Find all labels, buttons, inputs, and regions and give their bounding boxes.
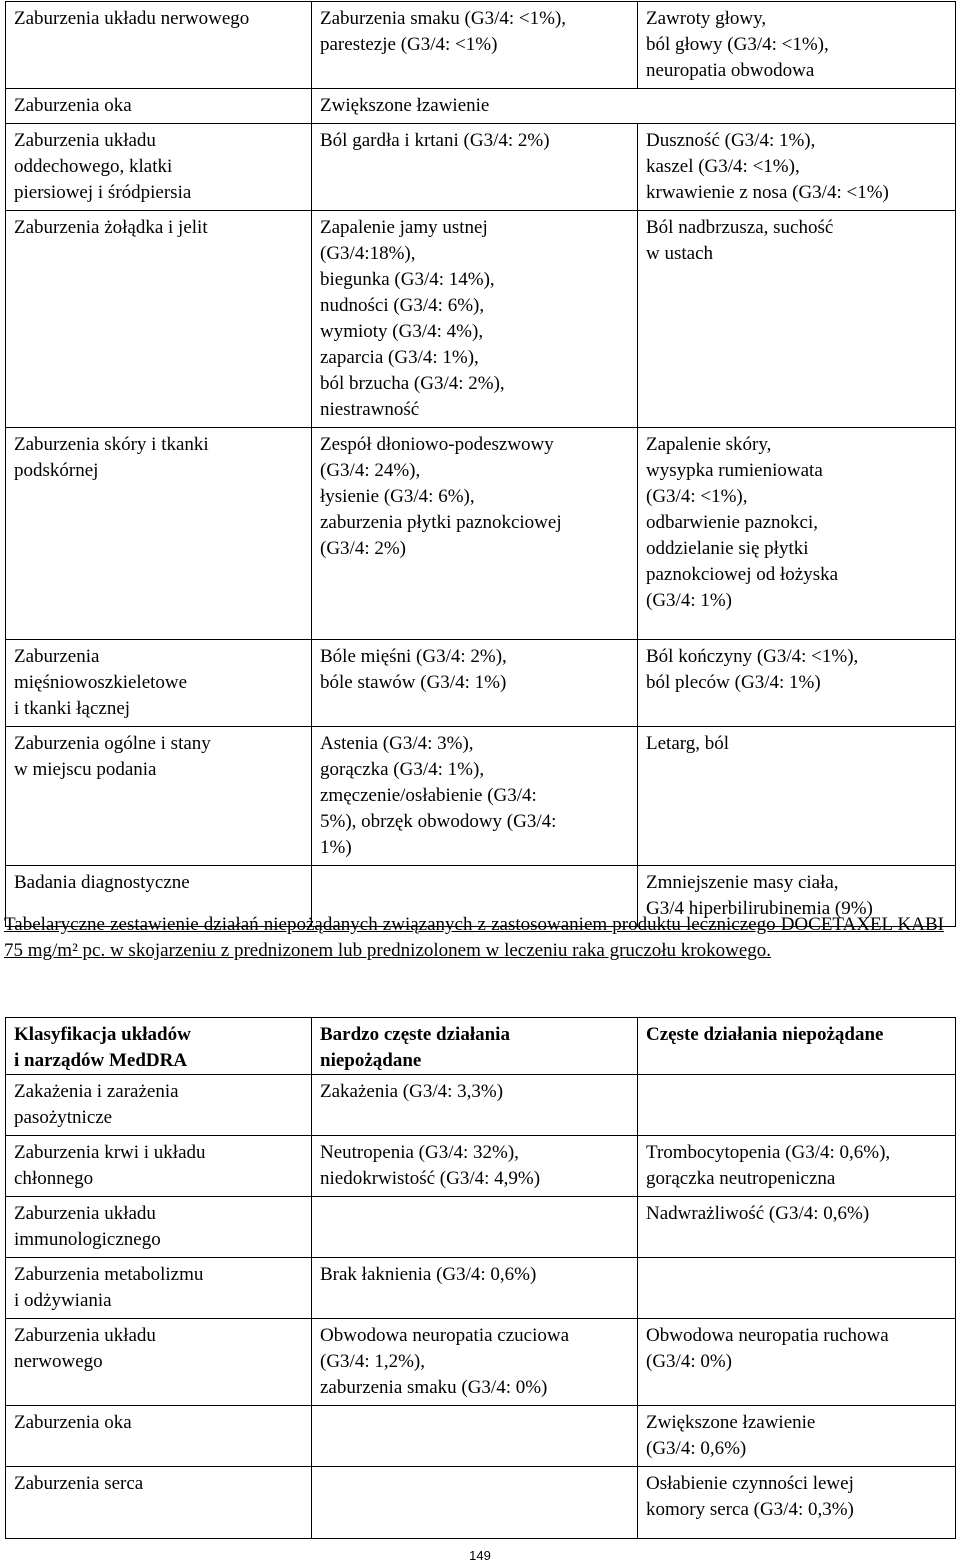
soc-cell: Zaburzenia mięśniowoszkieletowe i tkanki łącznej xyxy=(6,640,312,727)
table-row xyxy=(6,211,956,428)
common-cell: Duszność (G3/4: 1%), kaszel (G3/4: <1%), krwawienie z nosa (G3/4: <1%) xyxy=(638,124,956,211)
very-common-cell xyxy=(312,1197,638,1258)
very-common-cell: Obwodowa neuropatia czuciowa (G3/4: 1,2%), zaburzenia smaku (G3/4: 0%) xyxy=(312,1319,638,1406)
header-row xyxy=(6,1018,956,1075)
very-common-cell: Zakażenia (G3/4: 3,3%) xyxy=(312,1075,638,1136)
page-number: 149 xyxy=(469,1548,491,1563)
soc-cell: Zaburzenia serca xyxy=(6,1467,312,1539)
soc-cell: Zaburzenia metabolizmu i odżywiania xyxy=(6,1258,312,1319)
soc-cell: Badania diagnostyczne xyxy=(6,866,312,927)
soc-cell: Zaburzenia ogólne i stany w miejscu podania xyxy=(6,727,312,866)
soc-header: Klasyfikacja układów i narządów MedDRA xyxy=(6,1018,312,1075)
very-common-header: Bardzo częste działania niepożądane xyxy=(312,1018,638,1075)
soc-cell: Zaburzenia oka xyxy=(6,1406,312,1467)
very-common-cell xyxy=(312,1406,638,1467)
common-cell: Zmniejszenie masy ciała, G3/4 hiperbilirubinemia (9%) xyxy=(638,866,956,927)
table-row xyxy=(6,428,956,640)
soc-cell: Zaburzenia układu immunologicznego xyxy=(6,1197,312,1258)
table2-header xyxy=(6,1018,956,1075)
common-cell: Letarg, ból xyxy=(638,727,956,866)
common-cell xyxy=(638,1075,956,1136)
table-row xyxy=(6,1406,956,1467)
table-row xyxy=(6,1319,956,1406)
common-cell: Zawroty głowy, ból głowy (G3/4: <1%), neuropatia obwodowa xyxy=(638,2,956,89)
common-cell: Ból kończyny (G3/4: <1%), ból pleców (G3/4: 1%) xyxy=(638,640,956,727)
common-cell: Zwiększone łzawienie (G3/4: 0,6%) xyxy=(638,1406,956,1467)
table-row xyxy=(6,1136,956,1197)
very-common-cell: Brak łaknienia (G3/4: 0,6%) xyxy=(312,1258,638,1319)
very-common-cell: Zespół dłoniowo-podeszwowy (G3/4: 24%), łysienie (G3/4: 6%), zaburzenia płytki paznokciowej (G3/4: 2%) xyxy=(312,428,638,640)
soc-cell: Zaburzenia układu nerwowego xyxy=(6,1319,312,1406)
table-row xyxy=(6,640,956,727)
very-common-cell: Astenia (G3/4: 3%), gorączka (G3/4: 1%), zmęczenie/osłabienie (G3/4: 5%), obrzęk obwodowy (G3/4: 1%) xyxy=(312,727,638,866)
soc-cell: Zaburzenia krwi i układu chłonnego xyxy=(6,1136,312,1197)
table2-body xyxy=(6,1075,956,1539)
table-row xyxy=(6,2,956,89)
common-cell: Zapalenie skóry, wysypka rumieniowata (G3/4: <1%), odbarwienie paznokci, oddzielanie się płytki paznokciowej od łożyska (G3/4: 1%) xyxy=(638,428,956,640)
soc-cell: Zaburzenia skóry i tkanki podskórnej xyxy=(6,428,312,640)
common-cell: Ból nadbrzusza, suchość w ustach xyxy=(638,211,956,428)
prostate-cancer-adverse-reactions-table xyxy=(5,1017,956,1539)
table-row xyxy=(6,1258,956,1319)
soc-cell: Zaburzenia układu nerwowego xyxy=(6,2,312,89)
soc-cell: Zaburzenia układu oddechowego, klatki piersiowej i śródpiersia xyxy=(6,124,312,211)
table-row xyxy=(6,1467,956,1539)
common-cell: Nadwrażliwość (G3/4: 0,6%) xyxy=(638,1197,956,1258)
soc-cell: Zaburzenia oka xyxy=(6,89,312,124)
table-row xyxy=(6,727,956,866)
very-common-cell: Ból gardła i krtani (G3/4: 2%) xyxy=(312,124,638,211)
soc-cell: Zakażenia i zarażenia pasożytnicze xyxy=(6,1075,312,1136)
table-row xyxy=(6,89,956,124)
very-common-cell: Zapalenie jamy ustnej (G3/4:18%), biegunka (G3/4: 14%), nudności (G3/4: 6%), wymioty (G3/4: 4%), zaparcia (G3/4: 1%), ból brzucha (G3/4: 2%), niestrawność xyxy=(312,211,638,428)
table-row xyxy=(6,1075,956,1136)
very-common-cell xyxy=(312,1467,638,1539)
table-row xyxy=(6,124,956,211)
common-cell xyxy=(638,1258,956,1319)
adverse-reactions-table-continued xyxy=(5,1,956,927)
very-common-cell: Bóle mięśni (G3/4: 2%), bóle stawów (G3/4: 1%) xyxy=(312,640,638,727)
common-header: Częste działania niepożądane xyxy=(638,1018,956,1075)
very-common-cell: Neutropenia (G3/4: 32%), niedokrwistość (G3/4: 4,9%) xyxy=(312,1136,638,1197)
table-row xyxy=(6,1197,956,1258)
common-cell: Trombocytopenia (G3/4: 0,6%), gorączka neutropeniczna xyxy=(638,1136,956,1197)
common-cell: Obwodowa neuropatia ruchowa (G3/4: 0%) xyxy=(638,1319,956,1406)
table-caption: Tabelaryczne zestawienie działań niepożądanych związanych z zastosowaniem produktu leczniczego DOCETAXEL KABI 75 mg/m² pc. w skojarzeniu z prednizonem lub prednizolonem w leczeniu raka gruczołu krokowego. xyxy=(4,914,944,961)
table1-body xyxy=(6,2,956,927)
very-common-cell: Zaburzenia smaku (G3/4: <1%), parestezje (G3/4: <1%) xyxy=(312,2,638,89)
very-common-cell: Zwiększone łzawienie xyxy=(312,89,956,124)
soc-cell: Zaburzenia żołądka i jelit xyxy=(6,211,312,428)
common-cell: Osłabienie czynności lewej komory serca (G3/4: 0,3%) xyxy=(638,1467,956,1539)
